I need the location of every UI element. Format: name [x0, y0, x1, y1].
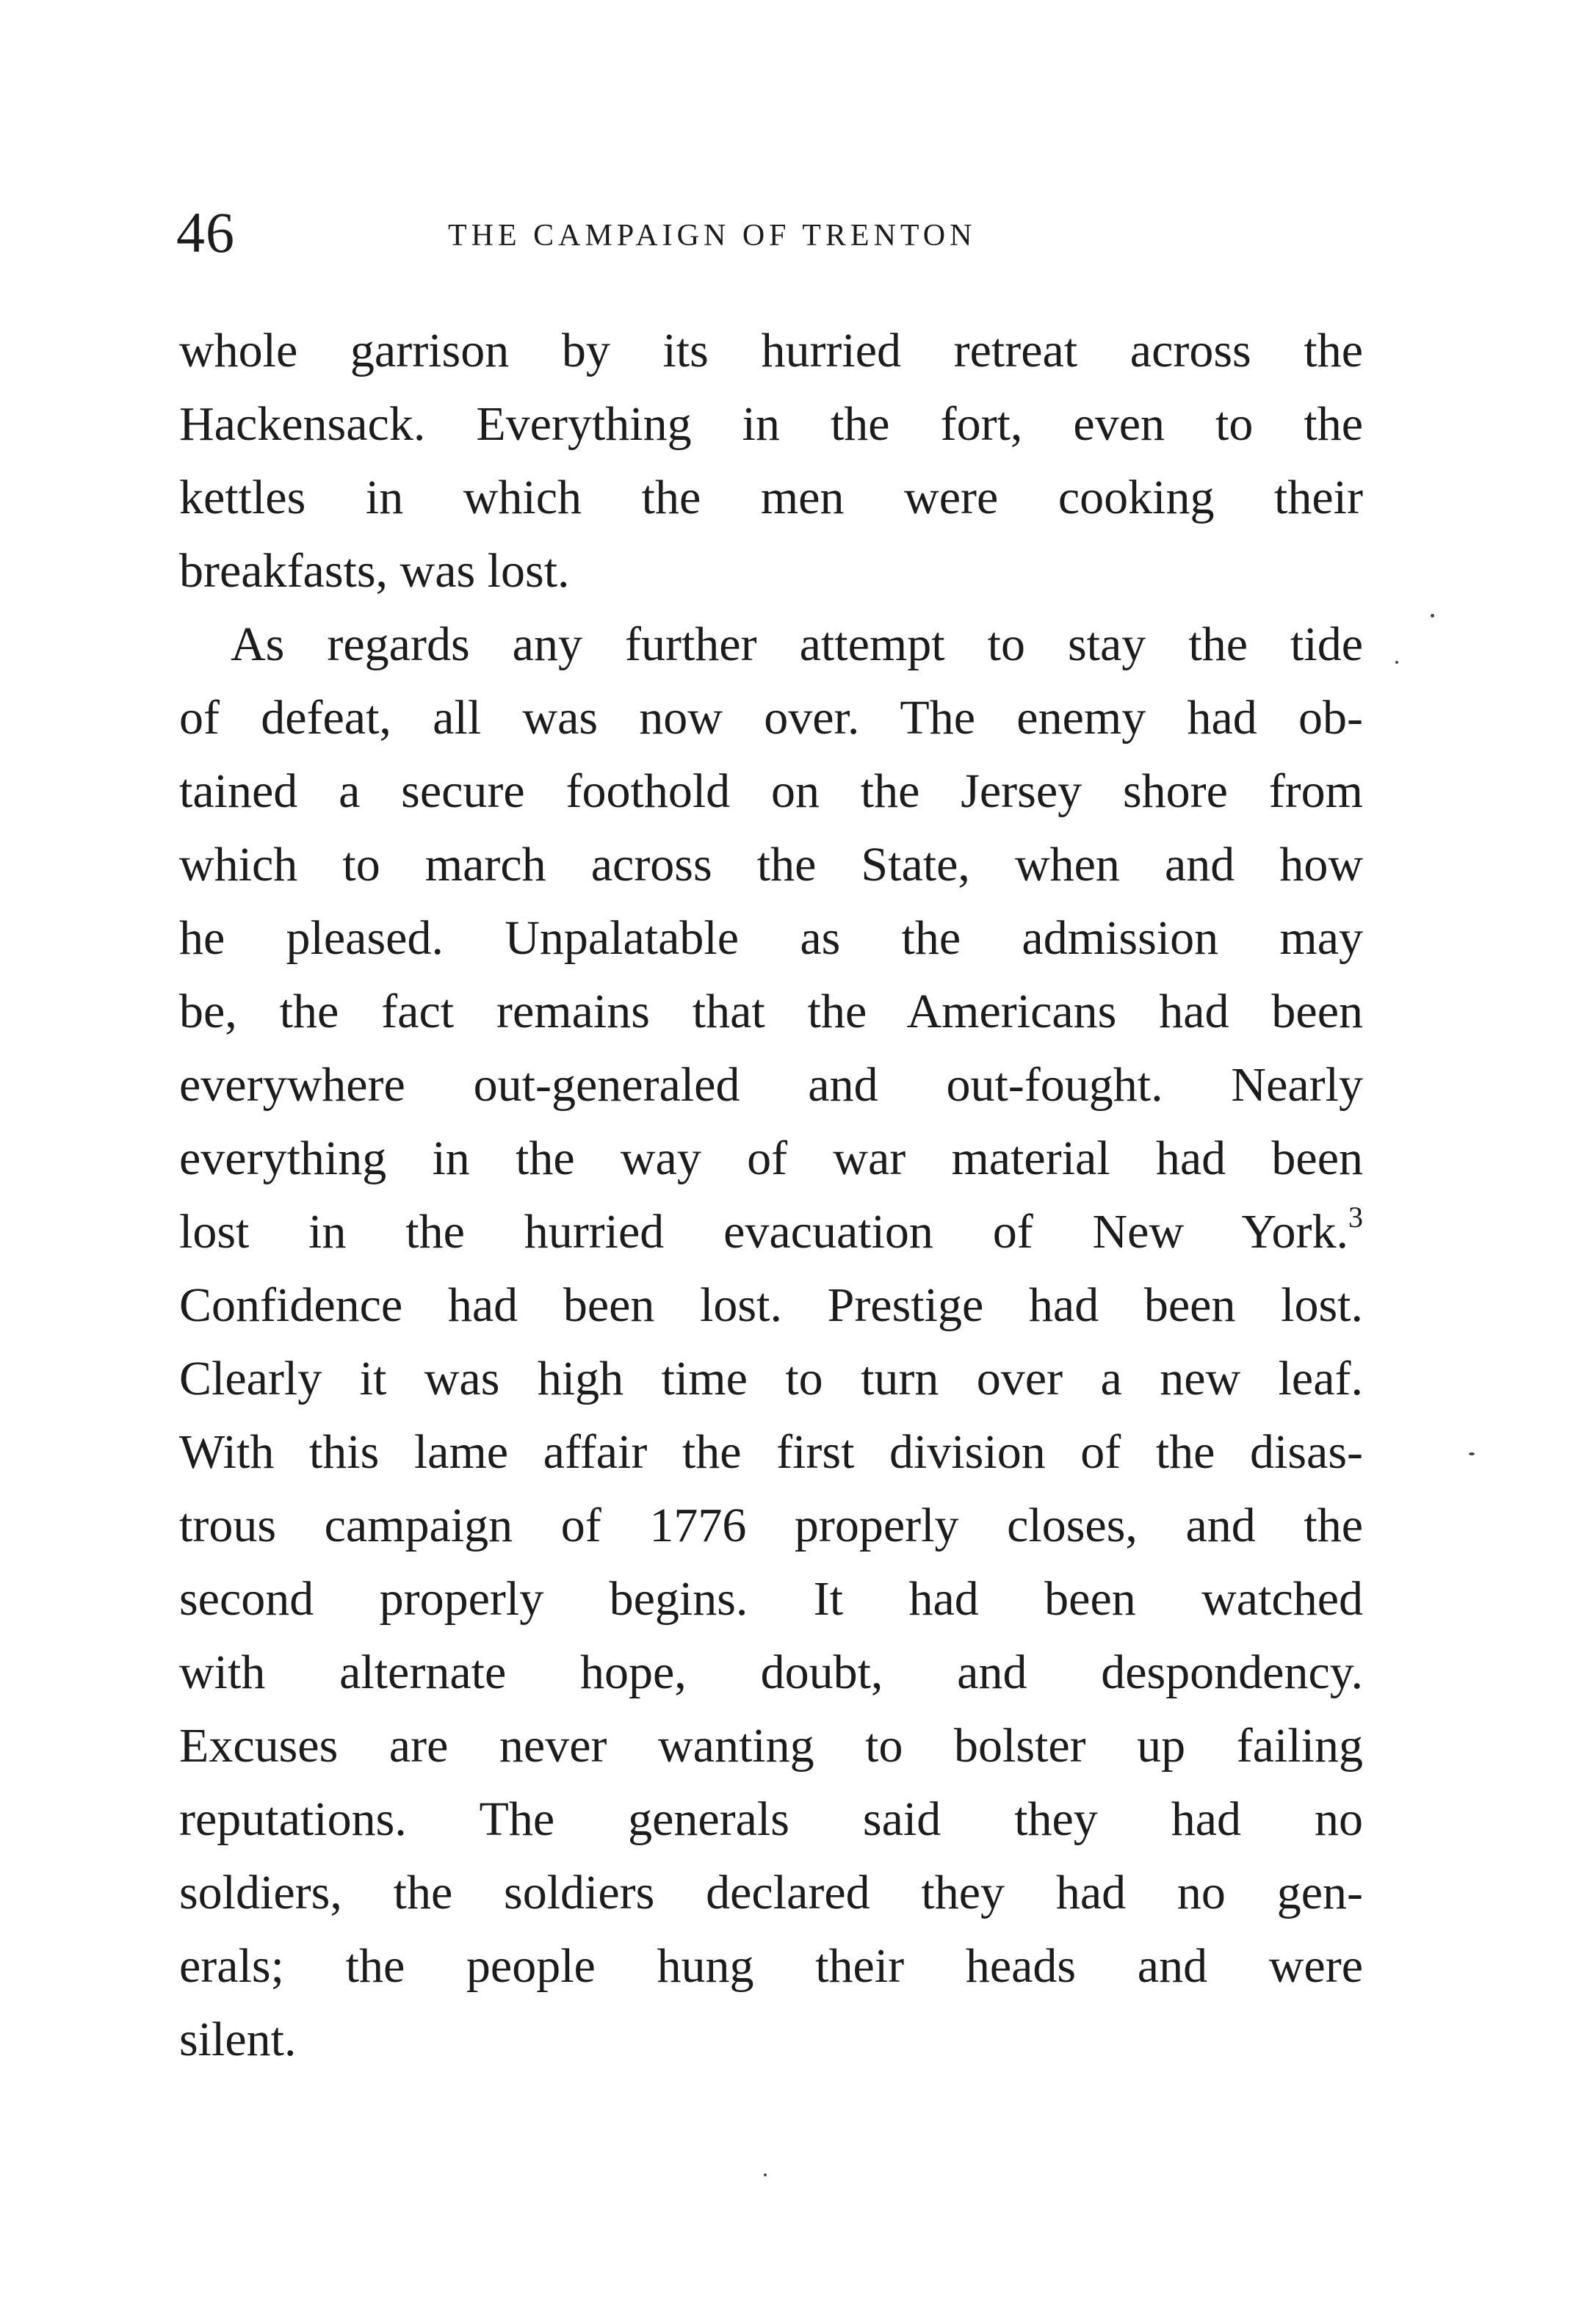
text-line: Hackensack. Everything in the fort, even to the: [179, 397, 1363, 451]
running-head: [176, 200, 1366, 266]
text-line: Excuses are never wanting to bolster up failing: [179, 1719, 1363, 1773]
text-line: he pleased. Unpalatable as the admission may: [179, 911, 1363, 965]
text-line: silent.: [179, 2013, 297, 2066]
running-title: THE CAMPAIGN OF TRENTON: [448, 219, 977, 253]
body-text: [179, 314, 1363, 2077]
print-speck: [1431, 614, 1434, 618]
print-speck: [764, 2173, 767, 2176]
text-line: trous campaign of 1776 properly closes, and the: [179, 1499, 1363, 1552]
page-number: 46: [176, 200, 235, 264]
text-line: erals; the people hung their heads and were: [179, 1939, 1363, 1993]
text-line: reputations. The generals said they had no: [179, 1792, 1363, 1846]
text-line-content: lost in the hurried evacuation of New York.: [179, 1205, 1348, 1259]
footnote-reference: 3: [1348, 1201, 1363, 1234]
text-line: With this lame affair the first division of the disas-: [179, 1425, 1363, 1479]
text-line: everywhere out-generaled and out-fought. Nearly: [179, 1058, 1363, 1112]
text-line: kettles in which the men were cooking their: [179, 471, 1363, 524]
text-line: with alternate hope, doubt, and despondency.: [179, 1646, 1363, 1699]
text-line: breakfasts, was lost.: [179, 544, 570, 598]
text-line: soldiers, the soldiers declared they had no gen-: [179, 1866, 1363, 1919]
print-speck: [1395, 661, 1398, 664]
text-line: Confidence had been lost. Prestige had been lost.: [179, 1278, 1363, 1332]
text-line: be, the fact remains that the Americans had been: [179, 985, 1363, 1038]
text-line: Clearly it was high time to turn over a new leaf.: [179, 1352, 1363, 1405]
print-speck: [1469, 1452, 1475, 1455]
text-line: of defeat, all was now over. The enemy had ob-: [179, 691, 1363, 745]
text-line: whole garrison by its hurried retreat across the: [179, 324, 1363, 377]
text-line: second properly begins. It had been watched: [179, 1572, 1363, 1626]
text-line: As regards any further attempt to stay the tide: [231, 618, 1363, 671]
text-line: tained a secure foothold on the Jersey shore from: [179, 764, 1363, 818]
text-line-with-footnote: [179, 1195, 1363, 1269]
text-line: which to march across the State, when and how: [179, 838, 1363, 891]
text-line: everything in the way of war material had been: [179, 1132, 1363, 1185]
